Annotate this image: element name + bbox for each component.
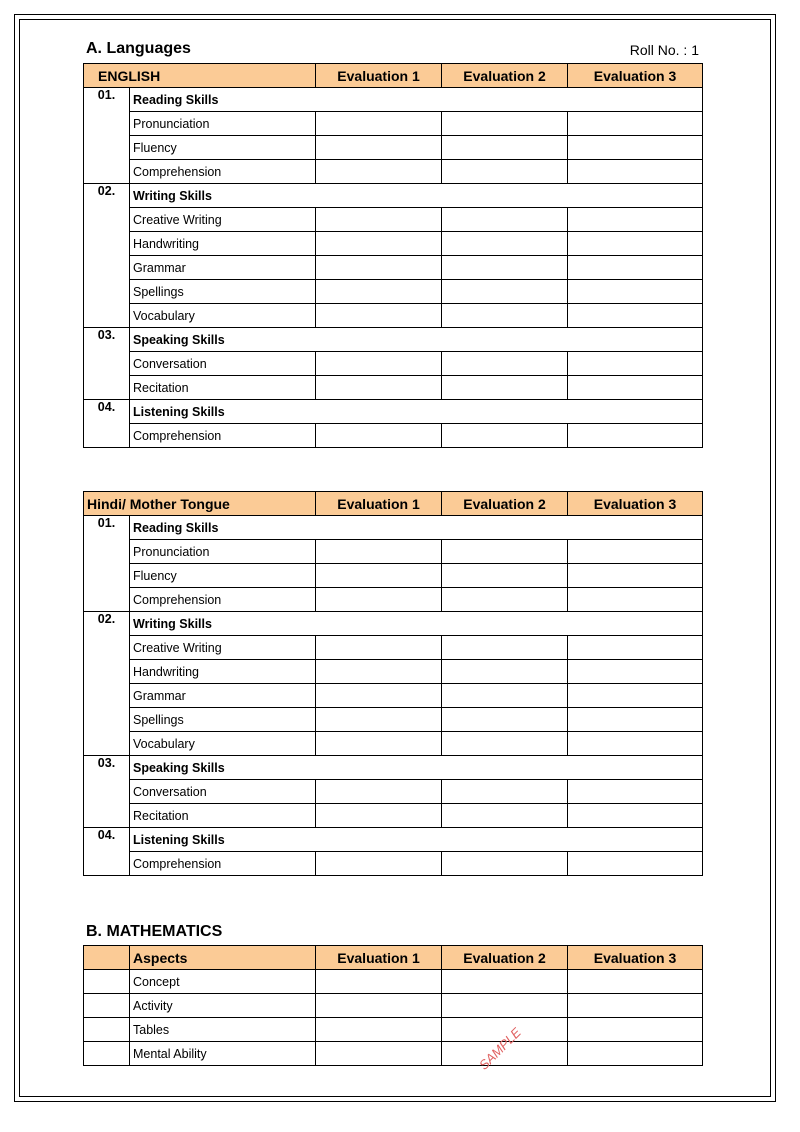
eval-3-header: Evaluation 3 [568, 946, 703, 970]
math-header-row [84, 946, 703, 970]
blank-cell [84, 1018, 130, 1042]
table-row [84, 780, 703, 804]
eval-cell[interactable] [568, 304, 703, 328]
eval-cell[interactable] [568, 994, 703, 1018]
eval-cell[interactable] [316, 804, 442, 828]
group-title: Writing Skills [130, 612, 703, 636]
eval-cell[interactable] [442, 280, 568, 304]
eval-cell[interactable] [568, 636, 703, 660]
sample-watermark: SAMPLE [476, 1024, 524, 1073]
table-row [84, 708, 703, 732]
eval-cell[interactable] [316, 1018, 442, 1042]
group-number: 01. [84, 516, 130, 612]
group-title: Reading Skills [130, 516, 703, 540]
eval-cell[interactable] [442, 232, 568, 256]
eval-cell[interactable] [316, 424, 442, 448]
eval-cell[interactable] [568, 684, 703, 708]
skill-label: Spellings [130, 708, 316, 732]
skill-label: Comprehension [130, 852, 316, 876]
skill-label: Creative Writing [130, 636, 316, 660]
group-title: Speaking Skills [130, 328, 703, 352]
eval-cell[interactable] [316, 352, 442, 376]
eval-cell[interactable] [316, 112, 442, 136]
group-number: 04. [84, 828, 130, 876]
group-number: 03. [84, 756, 130, 828]
skill-label: Pronunciation [130, 540, 316, 564]
eval-cell[interactable] [316, 1042, 442, 1066]
eval-cell[interactable] [442, 160, 568, 184]
english-header: ENGLISH [84, 64, 316, 88]
eval-cell[interactable] [316, 708, 442, 732]
eval-3-header: Evaluation 3 [568, 492, 703, 516]
table-row [84, 684, 703, 708]
eval-cell[interactable] [316, 376, 442, 400]
table-row [84, 112, 703, 136]
eval-cell[interactable] [442, 994, 568, 1018]
group-number: 01. [84, 88, 130, 184]
group-title: Reading Skills [130, 88, 703, 112]
table-row [84, 136, 703, 160]
skill-label: Comprehension [130, 424, 316, 448]
eval-cell[interactable] [316, 636, 442, 660]
group-row [84, 756, 703, 780]
group-row [84, 88, 703, 112]
table-row [84, 160, 703, 184]
eval-cell[interactable] [442, 636, 568, 660]
group-row [84, 516, 703, 540]
hindi-table [83, 491, 703, 876]
table-row [84, 352, 703, 376]
eval-cell[interactable] [442, 564, 568, 588]
eval-cell[interactable] [568, 376, 703, 400]
eval-cell[interactable] [316, 136, 442, 160]
table-row [84, 970, 703, 994]
eval-cell[interactable] [568, 424, 703, 448]
blank-cell [84, 1042, 130, 1066]
blank-cell [84, 994, 130, 1018]
skill-label: Vocabulary [130, 732, 316, 756]
aspect-label: Concept [130, 970, 316, 994]
eval-cell[interactable] [568, 208, 703, 232]
skill-label: Grammar [130, 684, 316, 708]
table-row [84, 588, 703, 612]
table-row [84, 852, 703, 876]
table-row [84, 994, 703, 1018]
table-row [84, 304, 703, 328]
eval-1-header: Evaluation 1 [316, 64, 442, 88]
skill-label: Recitation [130, 804, 316, 828]
skill-label: Pronunciation [130, 112, 316, 136]
eval-cell[interactable] [442, 208, 568, 232]
eval-cell[interactable] [568, 970, 703, 994]
eval-cell[interactable] [316, 970, 442, 994]
eval-cell[interactable] [316, 780, 442, 804]
aspect-label: Mental Ability [130, 1042, 316, 1066]
table-row [84, 1018, 703, 1042]
eval-cell[interactable] [316, 160, 442, 184]
table-row [84, 424, 703, 448]
eval-3-header: Evaluation 3 [568, 64, 703, 88]
table-row [84, 660, 703, 684]
eval-cell[interactable] [568, 804, 703, 828]
eval-cell[interactable] [316, 732, 442, 756]
table-row [84, 376, 703, 400]
eval-cell[interactable] [442, 112, 568, 136]
eval-cell[interactable] [568, 852, 703, 876]
skill-label: Fluency [130, 564, 316, 588]
table-row [84, 256, 703, 280]
aspects-header: Aspects [130, 946, 316, 970]
eval-cell[interactable] [316, 588, 442, 612]
eval-cell[interactable] [316, 208, 442, 232]
eval-2-header: Evaluation 2 [442, 492, 568, 516]
eval-cell[interactable] [442, 970, 568, 994]
group-number: 02. [84, 612, 130, 756]
section-b-title: B. MATHEMATICS [86, 923, 223, 940]
eval-cell[interactable] [568, 136, 703, 160]
eval-cell[interactable] [442, 540, 568, 564]
table-row [84, 540, 703, 564]
group-title: Writing Skills [130, 184, 703, 208]
eval-cell[interactable] [316, 256, 442, 280]
skill-label: Handwriting [130, 232, 316, 256]
english-table [83, 63, 703, 448]
eval-cell[interactable] [568, 732, 703, 756]
table-row [84, 1042, 703, 1066]
eval-cell[interactable] [442, 852, 568, 876]
eval-cell[interactable] [442, 352, 568, 376]
eval-cell[interactable] [316, 280, 442, 304]
eval-cell[interactable] [568, 708, 703, 732]
eval-cell[interactable] [316, 540, 442, 564]
mathematics-table [83, 945, 703, 1066]
eval-2-header: Evaluation 2 [442, 946, 568, 970]
eval-cell[interactable] [442, 376, 568, 400]
eval-cell[interactable] [316, 232, 442, 256]
eval-cell[interactable] [442, 136, 568, 160]
eval-cell[interactable] [442, 660, 568, 684]
eval-cell[interactable] [442, 780, 568, 804]
eval-cell[interactable] [442, 732, 568, 756]
eval-cell[interactable] [568, 232, 703, 256]
skill-label: Conversation [130, 352, 316, 376]
math-header-blank [84, 946, 130, 970]
skill-label: Vocabulary [130, 304, 316, 328]
group-title: Listening Skills [130, 400, 703, 424]
table-row [84, 564, 703, 588]
eval-cell[interactable] [568, 160, 703, 184]
group-number: 02. [84, 184, 130, 328]
eval-cell[interactable] [316, 564, 442, 588]
table-row [84, 232, 703, 256]
eval-cell[interactable] [442, 684, 568, 708]
hindi-header: Hindi/ Mother Tongue [84, 492, 316, 516]
eval-cell[interactable] [442, 588, 568, 612]
table-row [84, 732, 703, 756]
eval-cell[interactable] [442, 804, 568, 828]
eval-1-header: Evaluation 1 [316, 946, 442, 970]
table-row [84, 804, 703, 828]
eval-cell[interactable] [316, 660, 442, 684]
eval-cell[interactable] [568, 588, 703, 612]
skill-label: Creative Writing [130, 208, 316, 232]
eval-cell[interactable] [568, 256, 703, 280]
eval-cell[interactable] [442, 708, 568, 732]
eval-cell[interactable] [568, 780, 703, 804]
roll-number: Roll No. : 1 [629, 42, 699, 58]
group-row [84, 828, 703, 852]
eval-1-header: Evaluation 1 [316, 492, 442, 516]
eval-cell[interactable] [568, 660, 703, 684]
eval-cell[interactable] [568, 1018, 703, 1042]
group-row [84, 184, 703, 208]
eval-cell[interactable] [442, 256, 568, 280]
eval-cell[interactable] [316, 852, 442, 876]
skill-label: Handwriting [130, 660, 316, 684]
group-row [84, 328, 703, 352]
eval-cell[interactable] [316, 994, 442, 1018]
skill-label: Conversation [130, 780, 316, 804]
group-row [84, 400, 703, 424]
skill-label: Spellings [130, 280, 316, 304]
group-number: 03. [84, 328, 130, 400]
skill-label: Comprehension [130, 588, 316, 612]
hindi-header-row [84, 492, 703, 516]
eval-cell[interactable] [316, 684, 442, 708]
english-header-row [84, 64, 703, 88]
eval-cell[interactable] [568, 112, 703, 136]
eval-cell[interactable] [442, 424, 568, 448]
aspect-label: Activity [130, 994, 316, 1018]
group-row [84, 612, 703, 636]
eval-cell[interactable] [568, 280, 703, 304]
skill-label: Grammar [130, 256, 316, 280]
eval-cell[interactable] [568, 564, 703, 588]
section-a-title: A. Languages [86, 40, 191, 57]
group-title: Listening Skills [130, 828, 703, 852]
table-row [84, 636, 703, 660]
aspect-label: Tables [130, 1018, 316, 1042]
skill-label: Fluency [130, 136, 316, 160]
skill-label: Comprehension [130, 160, 316, 184]
blank-cell [84, 970, 130, 994]
group-title: Speaking Skills [130, 756, 703, 780]
eval-cell[interactable] [568, 352, 703, 376]
eval-cell[interactable] [442, 304, 568, 328]
skill-label: Recitation [130, 376, 316, 400]
group-number: 04. [84, 400, 130, 448]
eval-cell[interactable] [568, 540, 703, 564]
table-row [84, 208, 703, 232]
eval-2-header: Evaluation 2 [442, 64, 568, 88]
table-row [84, 280, 703, 304]
eval-cell[interactable] [568, 1042, 703, 1066]
eval-cell[interactable] [316, 304, 442, 328]
